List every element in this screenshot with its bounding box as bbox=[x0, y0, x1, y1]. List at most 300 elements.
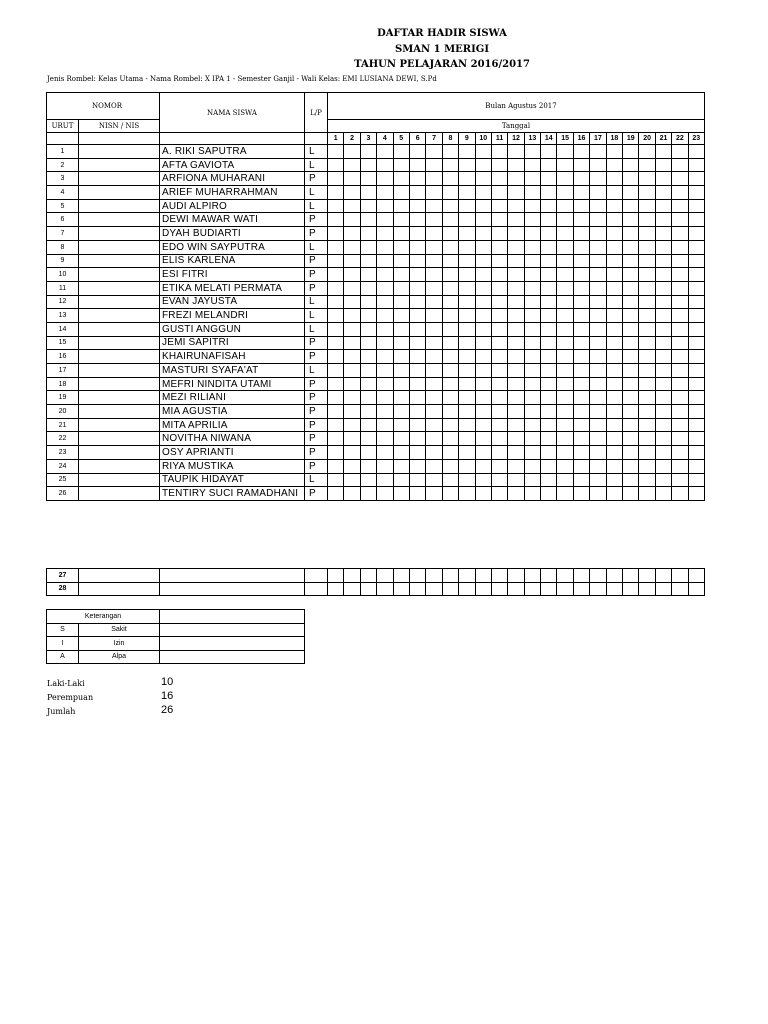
attendance-cell[interactable] bbox=[557, 446, 573, 460]
attendance-cell[interactable] bbox=[426, 309, 442, 323]
attendance-cell[interactable] bbox=[590, 268, 606, 282]
attendance-cell[interactable] bbox=[606, 309, 622, 323]
attendance-cell[interactable] bbox=[426, 336, 442, 350]
attendance-cell[interactable] bbox=[688, 268, 704, 282]
attendance-cell[interactable] bbox=[377, 295, 393, 309]
attendance-cell[interactable] bbox=[573, 473, 589, 487]
attendance-cell[interactable] bbox=[377, 446, 393, 460]
attendance-cell[interactable] bbox=[409, 364, 425, 378]
attendance-cell[interactable] bbox=[328, 391, 344, 405]
attendance-cell[interactable] bbox=[328, 158, 344, 172]
attendance-cell[interactable] bbox=[442, 446, 458, 460]
attendance-cell[interactable] bbox=[409, 418, 425, 432]
attendance-cell[interactable] bbox=[360, 364, 376, 378]
attendance-cell[interactable] bbox=[508, 391, 524, 405]
attendance-cell[interactable] bbox=[573, 350, 589, 364]
attendance-cell[interactable] bbox=[508, 227, 524, 241]
attendance-cell[interactable] bbox=[426, 281, 442, 295]
attendance-cell[interactable] bbox=[655, 569, 671, 583]
attendance-cell[interactable] bbox=[393, 309, 409, 323]
attendance-cell[interactable] bbox=[393, 418, 409, 432]
attendance-cell[interactable] bbox=[442, 240, 458, 254]
attendance-cell[interactable] bbox=[491, 391, 507, 405]
attendance-cell[interactable] bbox=[475, 213, 491, 227]
attendance-cell[interactable] bbox=[344, 336, 360, 350]
attendance-cell[interactable] bbox=[623, 473, 639, 487]
attendance-cell[interactable] bbox=[508, 350, 524, 364]
attendance-cell[interactable] bbox=[344, 391, 360, 405]
attendance-cell[interactable] bbox=[393, 268, 409, 282]
attendance-cell[interactable] bbox=[360, 227, 376, 241]
attendance-cell[interactable] bbox=[344, 227, 360, 241]
attendance-cell[interactable] bbox=[623, 186, 639, 200]
attendance-cell[interactable] bbox=[377, 172, 393, 186]
attendance-cell[interactable] bbox=[328, 432, 344, 446]
attendance-cell[interactable] bbox=[606, 459, 622, 473]
attendance-cell[interactable] bbox=[377, 432, 393, 446]
attendance-cell[interactable] bbox=[606, 199, 622, 213]
attendance-cell[interactable] bbox=[508, 322, 524, 336]
attendance-cell[interactable] bbox=[442, 377, 458, 391]
attendance-cell[interactable] bbox=[524, 186, 540, 200]
attendance-cell[interactable] bbox=[672, 377, 688, 391]
attendance-cell[interactable] bbox=[377, 268, 393, 282]
attendance-cell[interactable] bbox=[639, 227, 655, 241]
attendance-cell[interactable] bbox=[344, 322, 360, 336]
attendance-cell[interactable] bbox=[606, 446, 622, 460]
attendance-cell[interactable] bbox=[639, 459, 655, 473]
attendance-cell[interactable] bbox=[508, 254, 524, 268]
attendance-cell[interactable] bbox=[623, 240, 639, 254]
attendance-cell[interactable] bbox=[360, 432, 376, 446]
attendance-cell[interactable] bbox=[344, 240, 360, 254]
attendance-cell[interactable] bbox=[688, 569, 704, 583]
attendance-cell[interactable] bbox=[590, 432, 606, 446]
attendance-cell[interactable] bbox=[360, 350, 376, 364]
attendance-cell[interactable] bbox=[475, 473, 491, 487]
attendance-cell[interactable] bbox=[344, 186, 360, 200]
attendance-cell[interactable] bbox=[524, 350, 540, 364]
attendance-cell[interactable] bbox=[524, 213, 540, 227]
attendance-cell[interactable] bbox=[672, 446, 688, 460]
attendance-cell[interactable] bbox=[360, 309, 376, 323]
attendance-cell[interactable] bbox=[508, 268, 524, 282]
attendance-cell[interactable] bbox=[491, 213, 507, 227]
attendance-cell[interactable] bbox=[459, 391, 475, 405]
attendance-cell[interactable] bbox=[688, 364, 704, 378]
attendance-cell[interactable] bbox=[590, 186, 606, 200]
attendance-cell[interactable] bbox=[442, 391, 458, 405]
attendance-cell[interactable] bbox=[409, 582, 425, 596]
attendance-cell[interactable] bbox=[541, 309, 557, 323]
attendance-cell[interactable] bbox=[557, 391, 573, 405]
attendance-cell[interactable] bbox=[655, 391, 671, 405]
attendance-cell[interactable] bbox=[360, 459, 376, 473]
attendance-cell[interactable] bbox=[491, 199, 507, 213]
attendance-cell[interactable] bbox=[541, 268, 557, 282]
attendance-cell[interactable] bbox=[377, 227, 393, 241]
attendance-cell[interactable] bbox=[606, 268, 622, 282]
attendance-cell[interactable] bbox=[606, 145, 622, 159]
attendance-cell[interactable] bbox=[524, 418, 540, 432]
attendance-cell[interactable] bbox=[491, 227, 507, 241]
attendance-cell[interactable] bbox=[590, 364, 606, 378]
attendance-cell[interactable] bbox=[360, 145, 376, 159]
attendance-cell[interactable] bbox=[377, 459, 393, 473]
attendance-cell[interactable] bbox=[623, 145, 639, 159]
attendance-cell[interactable] bbox=[393, 295, 409, 309]
attendance-cell[interactable] bbox=[672, 473, 688, 487]
attendance-cell[interactable] bbox=[360, 254, 376, 268]
attendance-cell[interactable] bbox=[639, 145, 655, 159]
attendance-cell[interactable] bbox=[672, 254, 688, 268]
attendance-cell[interactable] bbox=[508, 213, 524, 227]
attendance-cell[interactable] bbox=[426, 227, 442, 241]
attendance-cell[interactable] bbox=[360, 446, 376, 460]
attendance-cell[interactable] bbox=[360, 377, 376, 391]
attendance-cell[interactable] bbox=[344, 405, 360, 419]
attendance-cell[interactable] bbox=[344, 418, 360, 432]
attendance-cell[interactable] bbox=[541, 336, 557, 350]
attendance-cell[interactable] bbox=[639, 158, 655, 172]
attendance-cell[interactable] bbox=[639, 322, 655, 336]
attendance-cell[interactable] bbox=[393, 199, 409, 213]
attendance-cell[interactable] bbox=[344, 446, 360, 460]
attendance-cell[interactable] bbox=[344, 364, 360, 378]
attendance-cell[interactable] bbox=[639, 432, 655, 446]
attendance-cell[interactable] bbox=[639, 569, 655, 583]
attendance-cell[interactable] bbox=[557, 350, 573, 364]
attendance-cell[interactable] bbox=[475, 432, 491, 446]
attendance-cell[interactable] bbox=[328, 336, 344, 350]
attendance-cell[interactable] bbox=[524, 322, 540, 336]
attendance-cell[interactable] bbox=[541, 569, 557, 583]
attendance-cell[interactable] bbox=[672, 172, 688, 186]
attendance-cell[interactable] bbox=[655, 459, 671, 473]
attendance-cell[interactable] bbox=[541, 377, 557, 391]
attendance-cell[interactable] bbox=[573, 446, 589, 460]
attendance-cell[interactable] bbox=[672, 268, 688, 282]
attendance-cell[interactable] bbox=[360, 405, 376, 419]
attendance-cell[interactable] bbox=[606, 213, 622, 227]
attendance-cell[interactable] bbox=[393, 322, 409, 336]
attendance-cell[interactable] bbox=[360, 487, 376, 501]
attendance-cell[interactable] bbox=[573, 199, 589, 213]
attendance-cell[interactable] bbox=[360, 158, 376, 172]
attendance-cell[interactable] bbox=[623, 405, 639, 419]
attendance-cell[interactable] bbox=[360, 322, 376, 336]
attendance-cell[interactable] bbox=[475, 281, 491, 295]
attendance-cell[interactable] bbox=[459, 145, 475, 159]
attendance-cell[interactable] bbox=[442, 254, 458, 268]
attendance-cell[interactable] bbox=[688, 213, 704, 227]
attendance-cell[interactable] bbox=[688, 336, 704, 350]
attendance-cell[interactable] bbox=[655, 473, 671, 487]
attendance-cell[interactable] bbox=[409, 281, 425, 295]
attendance-cell[interactable] bbox=[524, 295, 540, 309]
attendance-cell[interactable] bbox=[409, 158, 425, 172]
attendance-cell[interactable] bbox=[590, 145, 606, 159]
attendance-cell[interactable] bbox=[688, 377, 704, 391]
attendance-cell[interactable] bbox=[409, 240, 425, 254]
attendance-cell[interactable] bbox=[409, 432, 425, 446]
attendance-cell[interactable] bbox=[393, 377, 409, 391]
attendance-cell[interactable] bbox=[328, 350, 344, 364]
attendance-cell[interactable] bbox=[377, 364, 393, 378]
attendance-cell[interactable] bbox=[360, 186, 376, 200]
attendance-cell[interactable] bbox=[459, 213, 475, 227]
attendance-cell[interactable] bbox=[688, 254, 704, 268]
attendance-cell[interactable] bbox=[393, 240, 409, 254]
attendance-cell[interactable] bbox=[606, 281, 622, 295]
attendance-cell[interactable] bbox=[491, 418, 507, 432]
attendance-cell[interactable] bbox=[524, 281, 540, 295]
attendance-cell[interactable] bbox=[426, 268, 442, 282]
attendance-cell[interactable] bbox=[360, 199, 376, 213]
attendance-cell[interactable] bbox=[426, 377, 442, 391]
attendance-cell[interactable] bbox=[590, 199, 606, 213]
attendance-cell[interactable] bbox=[688, 405, 704, 419]
attendance-cell[interactable] bbox=[606, 432, 622, 446]
attendance-cell[interactable] bbox=[459, 418, 475, 432]
attendance-cell[interactable] bbox=[475, 172, 491, 186]
attendance-cell[interactable] bbox=[655, 432, 671, 446]
attendance-cell[interactable] bbox=[426, 145, 442, 159]
attendance-cell[interactable] bbox=[557, 309, 573, 323]
attendance-cell[interactable] bbox=[328, 213, 344, 227]
attendance-cell[interactable] bbox=[377, 391, 393, 405]
attendance-cell[interactable] bbox=[524, 446, 540, 460]
attendance-cell[interactable] bbox=[475, 254, 491, 268]
attendance-cell[interactable] bbox=[459, 240, 475, 254]
attendance-cell[interactable] bbox=[606, 158, 622, 172]
attendance-cell[interactable] bbox=[655, 281, 671, 295]
attendance-cell[interactable] bbox=[360, 172, 376, 186]
attendance-cell[interactable] bbox=[606, 172, 622, 186]
attendance-cell[interactable] bbox=[442, 336, 458, 350]
attendance-cell[interactable] bbox=[688, 199, 704, 213]
attendance-cell[interactable] bbox=[377, 336, 393, 350]
attendance-cell[interactable] bbox=[491, 569, 507, 583]
attendance-cell[interactable] bbox=[442, 227, 458, 241]
attendance-cell[interactable] bbox=[508, 418, 524, 432]
attendance-cell[interactable] bbox=[328, 569, 344, 583]
attendance-cell[interactable] bbox=[475, 377, 491, 391]
attendance-cell[interactable] bbox=[508, 240, 524, 254]
attendance-cell[interactable] bbox=[655, 145, 671, 159]
attendance-cell[interactable] bbox=[672, 364, 688, 378]
attendance-cell[interactable] bbox=[590, 254, 606, 268]
attendance-cell[interactable] bbox=[623, 199, 639, 213]
attendance-cell[interactable] bbox=[573, 336, 589, 350]
attendance-cell[interactable] bbox=[459, 377, 475, 391]
attendance-cell[interactable] bbox=[623, 459, 639, 473]
attendance-cell[interactable] bbox=[573, 158, 589, 172]
attendance-cell[interactable] bbox=[409, 295, 425, 309]
attendance-cell[interactable] bbox=[639, 186, 655, 200]
attendance-cell[interactable] bbox=[328, 377, 344, 391]
attendance-cell[interactable] bbox=[426, 350, 442, 364]
attendance-cell[interactable] bbox=[557, 377, 573, 391]
attendance-cell[interactable] bbox=[655, 227, 671, 241]
attendance-cell[interactable] bbox=[475, 487, 491, 501]
attendance-cell[interactable] bbox=[508, 172, 524, 186]
attendance-cell[interactable] bbox=[409, 473, 425, 487]
attendance-cell[interactable] bbox=[377, 487, 393, 501]
attendance-cell[interactable] bbox=[590, 158, 606, 172]
attendance-cell[interactable] bbox=[541, 582, 557, 596]
attendance-cell[interactable] bbox=[344, 254, 360, 268]
attendance-cell[interactable] bbox=[360, 336, 376, 350]
attendance-cell[interactable] bbox=[442, 364, 458, 378]
attendance-cell[interactable] bbox=[360, 418, 376, 432]
attendance-cell[interactable] bbox=[491, 240, 507, 254]
attendance-cell[interactable] bbox=[672, 459, 688, 473]
attendance-cell[interactable] bbox=[688, 432, 704, 446]
attendance-cell[interactable] bbox=[426, 158, 442, 172]
attendance-cell[interactable] bbox=[508, 158, 524, 172]
attendance-cell[interactable] bbox=[639, 364, 655, 378]
attendance-cell[interactable] bbox=[655, 405, 671, 419]
attendance-cell[interactable] bbox=[442, 172, 458, 186]
attendance-cell[interactable] bbox=[426, 213, 442, 227]
attendance-cell[interactable] bbox=[541, 213, 557, 227]
attendance-cell[interactable] bbox=[672, 322, 688, 336]
attendance-cell[interactable] bbox=[491, 432, 507, 446]
attendance-cell[interactable] bbox=[409, 227, 425, 241]
attendance-cell[interactable] bbox=[524, 199, 540, 213]
attendance-cell[interactable] bbox=[524, 459, 540, 473]
attendance-cell[interactable] bbox=[377, 213, 393, 227]
attendance-cell[interactable] bbox=[524, 487, 540, 501]
attendance-cell[interactable] bbox=[393, 432, 409, 446]
attendance-cell[interactable] bbox=[639, 295, 655, 309]
attendance-cell[interactable] bbox=[573, 418, 589, 432]
attendance-cell[interactable] bbox=[377, 377, 393, 391]
attendance-cell[interactable] bbox=[328, 418, 344, 432]
attendance-cell[interactable] bbox=[491, 582, 507, 596]
attendance-cell[interactable] bbox=[639, 473, 655, 487]
attendance-cell[interactable] bbox=[606, 364, 622, 378]
attendance-cell[interactable] bbox=[328, 227, 344, 241]
attendance-cell[interactable] bbox=[344, 309, 360, 323]
attendance-cell[interactable] bbox=[459, 199, 475, 213]
attendance-cell[interactable] bbox=[344, 281, 360, 295]
attendance-cell[interactable] bbox=[360, 281, 376, 295]
attendance-cell[interactable] bbox=[672, 487, 688, 501]
attendance-cell[interactable] bbox=[409, 405, 425, 419]
attendance-cell[interactable] bbox=[541, 432, 557, 446]
attendance-cell[interactable] bbox=[524, 569, 540, 583]
attendance-cell[interactable] bbox=[623, 227, 639, 241]
attendance-cell[interactable] bbox=[508, 473, 524, 487]
attendance-cell[interactable] bbox=[426, 487, 442, 501]
attendance-cell[interactable] bbox=[590, 377, 606, 391]
attendance-cell[interactable] bbox=[573, 145, 589, 159]
attendance-cell[interactable] bbox=[393, 336, 409, 350]
attendance-cell[interactable] bbox=[426, 391, 442, 405]
attendance-cell[interactable] bbox=[409, 309, 425, 323]
attendance-cell[interactable] bbox=[590, 582, 606, 596]
attendance-cell[interactable] bbox=[393, 213, 409, 227]
attendance-cell[interactable] bbox=[377, 254, 393, 268]
attendance-cell[interactable] bbox=[459, 350, 475, 364]
attendance-cell[interactable] bbox=[639, 254, 655, 268]
attendance-cell[interactable] bbox=[606, 391, 622, 405]
attendance-cell[interactable] bbox=[459, 158, 475, 172]
attendance-cell[interactable] bbox=[344, 459, 360, 473]
attendance-cell[interactable] bbox=[655, 254, 671, 268]
attendance-cell[interactable] bbox=[475, 459, 491, 473]
attendance-cell[interactable] bbox=[639, 446, 655, 460]
attendance-cell[interactable] bbox=[606, 186, 622, 200]
attendance-cell[interactable] bbox=[475, 268, 491, 282]
attendance-cell[interactable] bbox=[442, 405, 458, 419]
attendance-cell[interactable] bbox=[688, 186, 704, 200]
attendance-cell[interactable] bbox=[360, 473, 376, 487]
attendance-cell[interactable] bbox=[623, 569, 639, 583]
attendance-cell[interactable] bbox=[409, 459, 425, 473]
attendance-cell[interactable] bbox=[442, 350, 458, 364]
attendance-cell[interactable] bbox=[393, 227, 409, 241]
attendance-cell[interactable] bbox=[328, 186, 344, 200]
attendance-cell[interactable] bbox=[409, 172, 425, 186]
attendance-cell[interactable] bbox=[557, 487, 573, 501]
attendance-cell[interactable] bbox=[573, 268, 589, 282]
attendance-cell[interactable] bbox=[393, 281, 409, 295]
attendance-cell[interactable] bbox=[688, 295, 704, 309]
attendance-cell[interactable] bbox=[623, 172, 639, 186]
attendance-cell[interactable] bbox=[491, 186, 507, 200]
attendance-cell[interactable] bbox=[524, 172, 540, 186]
attendance-cell[interactable] bbox=[655, 199, 671, 213]
attendance-cell[interactable] bbox=[475, 569, 491, 583]
attendance-cell[interactable] bbox=[573, 227, 589, 241]
attendance-cell[interactable] bbox=[590, 281, 606, 295]
attendance-cell[interactable] bbox=[360, 391, 376, 405]
attendance-cell[interactable] bbox=[541, 172, 557, 186]
attendance-cell[interactable] bbox=[426, 172, 442, 186]
attendance-cell[interactable] bbox=[409, 391, 425, 405]
attendance-cell[interactable] bbox=[557, 213, 573, 227]
attendance-cell[interactable] bbox=[541, 281, 557, 295]
attendance-cell[interactable] bbox=[491, 473, 507, 487]
attendance-cell[interactable] bbox=[475, 364, 491, 378]
attendance-cell[interactable] bbox=[655, 322, 671, 336]
attendance-cell[interactable] bbox=[409, 322, 425, 336]
attendance-cell[interactable] bbox=[524, 227, 540, 241]
attendance-cell[interactable] bbox=[393, 350, 409, 364]
attendance-cell[interactable] bbox=[573, 487, 589, 501]
attendance-cell[interactable] bbox=[557, 240, 573, 254]
attendance-cell[interactable] bbox=[524, 145, 540, 159]
attendance-cell[interactable] bbox=[590, 391, 606, 405]
attendance-cell[interactable] bbox=[623, 391, 639, 405]
attendance-cell[interactable] bbox=[475, 199, 491, 213]
attendance-cell[interactable] bbox=[590, 459, 606, 473]
attendance-cell[interactable] bbox=[639, 336, 655, 350]
attendance-cell[interactable] bbox=[672, 336, 688, 350]
attendance-cell[interactable] bbox=[557, 418, 573, 432]
attendance-cell[interactable] bbox=[508, 487, 524, 501]
attendance-cell[interactable] bbox=[655, 364, 671, 378]
attendance-cell[interactable] bbox=[426, 254, 442, 268]
attendance-cell[interactable] bbox=[655, 309, 671, 323]
attendance-cell[interactable] bbox=[344, 487, 360, 501]
attendance-cell[interactable] bbox=[541, 295, 557, 309]
attendance-cell[interactable] bbox=[442, 199, 458, 213]
attendance-cell[interactable] bbox=[491, 446, 507, 460]
